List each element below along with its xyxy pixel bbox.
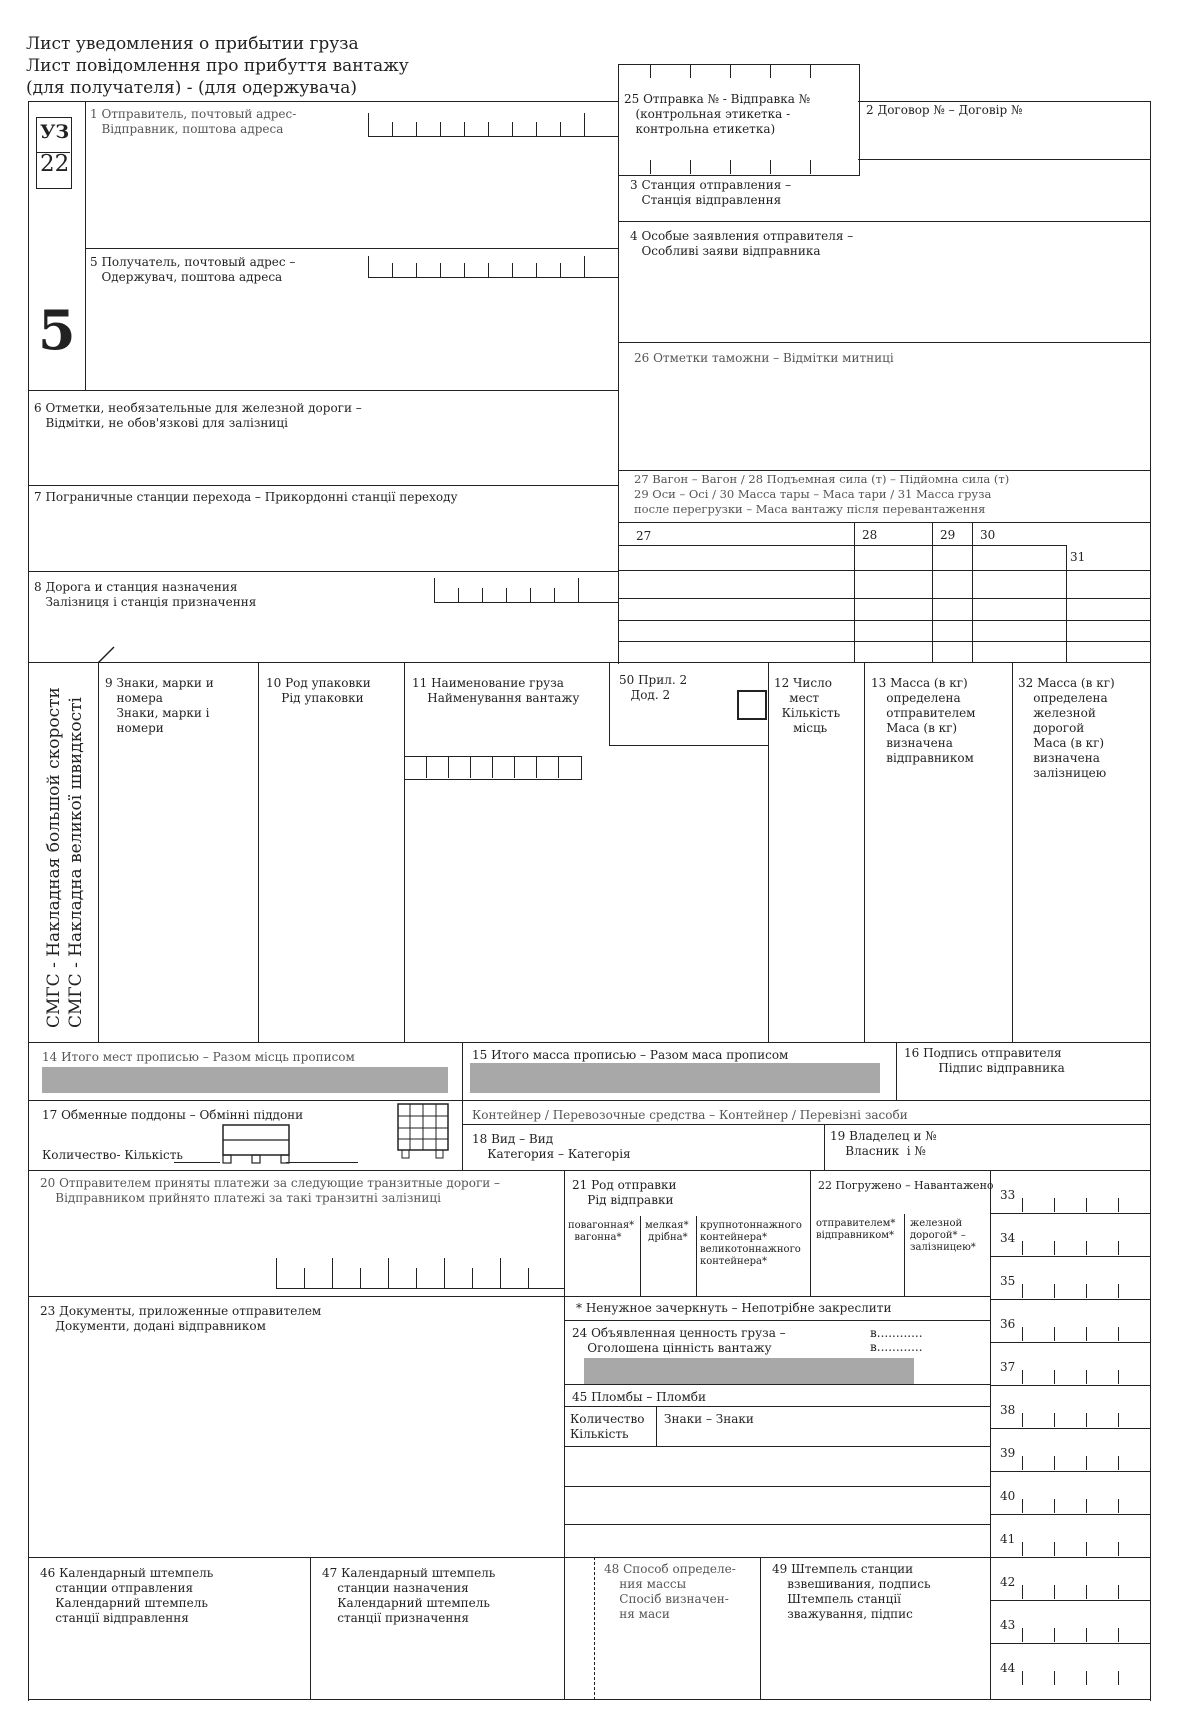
field-21-div-2 (696, 1216, 697, 1296)
field-26-label: 26 Отметки таможни – Відмітки митниці (634, 351, 894, 365)
right-col-left (990, 1170, 991, 1700)
pallets-top (28, 1100, 1150, 1101)
field-7-top (28, 485, 618, 486)
col-div-12 (768, 662, 769, 1042)
container-left (462, 1100, 463, 1170)
field-45-marks: Знаки – Знаки (664, 1412, 754, 1426)
side-text-1: СМГС - Накладная большой скорости (44, 687, 64, 1028)
totals-div-16 (896, 1042, 897, 1100)
badge-number: 22 (40, 151, 70, 177)
field-10-label: 10 Род упаковки Рід упаковки (266, 676, 371, 705)
field-8-label: 8 Дорога и станция назначения Залізниця і станція призначення (34, 580, 257, 609)
field-8-top (28, 571, 618, 572)
field-17-label: 17 Обменные поддоны – Обмінні піддони (42, 1108, 304, 1122)
field-24-value-1: в............ (870, 1326, 923, 1340)
row-number-37: 37 (1000, 1360, 1016, 1374)
col-div-13 (864, 662, 865, 1042)
grid-row-3 (618, 598, 1150, 599)
field-24-value-2: в............ (870, 1340, 923, 1354)
row-number-35: 35 (1000, 1274, 1016, 1288)
payments-top (28, 1170, 1150, 1171)
field-47-label: 47 Календарный штемпель станции назначения Календарний штемпель станції призначення (322, 1566, 496, 1625)
field-46-label: 46 Календарный штемпель станции отправления Календарний штемпель станції відправлення (40, 1566, 214, 1625)
container-grid-icon (396, 1102, 452, 1162)
field-14-redacted (42, 1067, 448, 1093)
container-divider (462, 1124, 1150, 1125)
row-number-38: 38 (1000, 1403, 1016, 1417)
field-50-left (609, 662, 610, 746)
header-line-2: Лист повідомлення про прибуття вантажу (26, 56, 409, 76)
field-45-label: 45 Пломбы – Пломби (572, 1390, 707, 1404)
field-3-bottom (618, 221, 1150, 222)
totals-top (28, 1042, 1150, 1043)
field-45-row-1 (564, 1446, 990, 1447)
field-27-31-label: 27 Вагон – Вагон / 28 Подъемная сила (т) – Підйомна сила (т) 29 Оси – Осі / 30 Масса тары – Маса тари / 31 Масса груза после перегрузки – Маса вантажу після перевантаження (634, 472, 1010, 516)
field-5-top (85, 248, 618, 249)
field-14-label: 14 Итого мест прописью – Разом місць прописом (42, 1050, 355, 1064)
field-27-top (618, 470, 1150, 471)
field-21-small: мелкая* дрібна* (645, 1220, 689, 1243)
field-50-bottom (609, 745, 768, 746)
row-number-34: 34 (1000, 1231, 1016, 1245)
note-top (564, 1296, 990, 1297)
row-number-41: 41 (1000, 1532, 1016, 1546)
frame-left (28, 101, 29, 1701)
grid-v-31 (1066, 545, 1067, 662)
frame-top-left (28, 101, 618, 102)
row-number-40: 40 (1000, 1489, 1016, 1503)
field-8-code-line (434, 602, 618, 603)
col-div-11 (404, 662, 405, 1042)
field-9-label: 9 Знаки, марки и номера Знаки, марки і номери (105, 676, 214, 735)
copy-number: 5 (38, 298, 76, 362)
field-21-div-1 (640, 1216, 641, 1296)
col-div-9 (98, 662, 99, 1042)
field-18-label: 18 Вид – Вид Категория – Категорія (472, 1132, 631, 1161)
field-45-top (564, 1384, 990, 1385)
field-4-label: 4 Особые заявления отправителя – Особливі заяви відправника (630, 229, 854, 258)
field-1-code-line (368, 136, 618, 137)
row-number-33: 33 (1000, 1188, 1016, 1202)
stamps-top (28, 1557, 990, 1558)
stamps-div-47 (310, 1557, 311, 1700)
field-22-label: 22 Погружено – Навантажено (818, 1179, 994, 1192)
row-number-42: 42 (1000, 1575, 1016, 1589)
field-12-label: 12 Число мест Кількість місць (774, 676, 841, 735)
side-text-2: СМГС - Накладна великої швидкості (66, 697, 86, 1028)
field-5-code-line (368, 277, 618, 278)
field-17-qty-label: Количество- Кількість (42, 1148, 183, 1162)
field-22-div (904, 1214, 905, 1296)
field-20-code-line (276, 1288, 564, 1289)
row-number-44: 44 (1000, 1661, 1016, 1675)
field-5-label: 5 Получатель, почтовый адрес – Одержувач, поштова адреса (90, 255, 296, 284)
field-11-label: 11 Наименование груза Найменування вантажу (412, 676, 580, 705)
field-15-redacted (470, 1063, 880, 1093)
col-31: 31 (1070, 550, 1086, 564)
field-2-top (858, 101, 1150, 102)
row-number-39: 39 (1000, 1446, 1016, 1460)
col-28: 28 (862, 528, 878, 542)
field-23-label: 23 Документы, приложенные отправителем Документи, додані відправником (40, 1304, 322, 1333)
field-3-label: 3 Станция отправления – Станція відправлення (630, 178, 792, 207)
field-21-label: 21 Род отправки Рід відправки (572, 1178, 677, 1207)
field-45-qty: Количество Кількість (570, 1412, 645, 1441)
grid-row-4 (618, 620, 1150, 621)
col-30: 30 (980, 528, 996, 542)
field-27-grid-top (618, 522, 1150, 523)
col-27: 27 (636, 529, 652, 543)
field-25-label: 25 Отправка № - Відправка № (контрольная этикетка - контрольна етикетка) (624, 92, 811, 136)
grid-row-1 (618, 545, 1066, 546)
field-24-label: 24 Объявленная ценность груза – Оголошена цінність вантажу (572, 1326, 786, 1355)
field-45-header-line (564, 1406, 990, 1407)
field-6-top (28, 390, 618, 391)
col-29: 29 (940, 528, 956, 542)
col-div-22 (810, 1170, 811, 1296)
field-1-label: 1 Отправитель, почтовый адрес- Відправник, поштова адреса (90, 107, 297, 136)
badge-column-divider (85, 101, 86, 390)
row-number-36: 36 (1000, 1317, 1016, 1331)
field-50-label: 50 Прил. 2 Дод. 2 (619, 673, 688, 702)
grid-row-2 (618, 570, 1150, 571)
field-45-row-2 (564, 1486, 990, 1487)
field-22-railway: железной дорогой* – залізницею* (910, 1218, 976, 1253)
field-19-label: 19 Владелец и № Власник і № (830, 1129, 937, 1158)
pallet-icon (220, 1122, 294, 1166)
field-15-label: 15 Итого масса прописью – Разом маса прописом (472, 1048, 789, 1062)
frame-right (1150, 101, 1151, 1701)
grid-row-5 (618, 641, 1150, 642)
row-number-43: 43 (1000, 1618, 1016, 1632)
field-19-left (824, 1124, 825, 1170)
field-4-bottom (618, 342, 1150, 343)
optional-note: * Ненужное зачеркнуть – Непотрібне закреслити (576, 1301, 892, 1315)
field-13-label: 13 Масса (в кг) определена отправителем Маса (в кг) визначена відправником (871, 676, 976, 765)
col-div-32 (1012, 662, 1013, 1042)
header-line-1: Лист уведомления о прибытии груза (26, 34, 359, 54)
frame-bottom (28, 1699, 1151, 1700)
field-2-bottom (858, 159, 1150, 160)
field-17-qty-line-2 (286, 1162, 358, 1163)
badge-code: УЗ (40, 121, 70, 143)
stamps-div-48 (594, 1557, 595, 1700)
field-23-top (28, 1296, 564, 1297)
container-label: Контейнер / Перевозочные средства – Контейнер / Перевізні засоби (472, 1108, 908, 1122)
field-22-sender: отправителем* відправником* (816, 1218, 896, 1241)
field-16-label: 16 Подпись отправителя Підпис відправника (904, 1046, 1065, 1075)
field-50-checkbox[interactable] (737, 690, 767, 720)
field-24-redacted (584, 1358, 914, 1384)
field-48-label: 48 Способ определе- ния массы Спосіб визначен- ня маси (604, 1562, 736, 1621)
field-2-label: 2 Договор № – Договір № (866, 103, 1023, 117)
field-17-qty-line (174, 1162, 220, 1163)
field-49-label: 49 Штемпель станции взвешивания, подпись Штемпель станції зважування, підпис (772, 1562, 931, 1621)
field-32-label: 32 Масса (в кг) определена железной дорогой Маса (в кг) визначена залізницею (1018, 676, 1115, 780)
stamps-div-49 (760, 1557, 761, 1700)
field-11-code-box (404, 756, 582, 780)
field-21-container: крупнотоннажного контейнера* великотоннажного контейнера* (700, 1220, 802, 1267)
field-45-col-div (656, 1406, 657, 1446)
field-7-label: 7 Пограничные станции перехода – Прикордонні станції переходу (34, 490, 458, 504)
totals-div-15 (462, 1042, 463, 1100)
header-line-3: (для получателя) - (для одержувача) (26, 78, 357, 98)
field-45-row-3 (564, 1524, 990, 1525)
field-24-top (564, 1320, 990, 1321)
field-6-label: 6 Отметки, необязательные для железной дороги – Відмітки, не обов'язкові для залізниці (34, 401, 362, 430)
col-div-21 (564, 1170, 565, 1700)
field-21-wagon: повагонная* вагонна* (568, 1220, 635, 1243)
field-20-label: 20 Отправителем приняты платежи за следующие транзитные дороги – Відправником прийнято платежі за такі транзитні залізниці (40, 1176, 501, 1205)
goods-table-top (28, 662, 1150, 663)
col-div-10 (258, 662, 259, 1042)
